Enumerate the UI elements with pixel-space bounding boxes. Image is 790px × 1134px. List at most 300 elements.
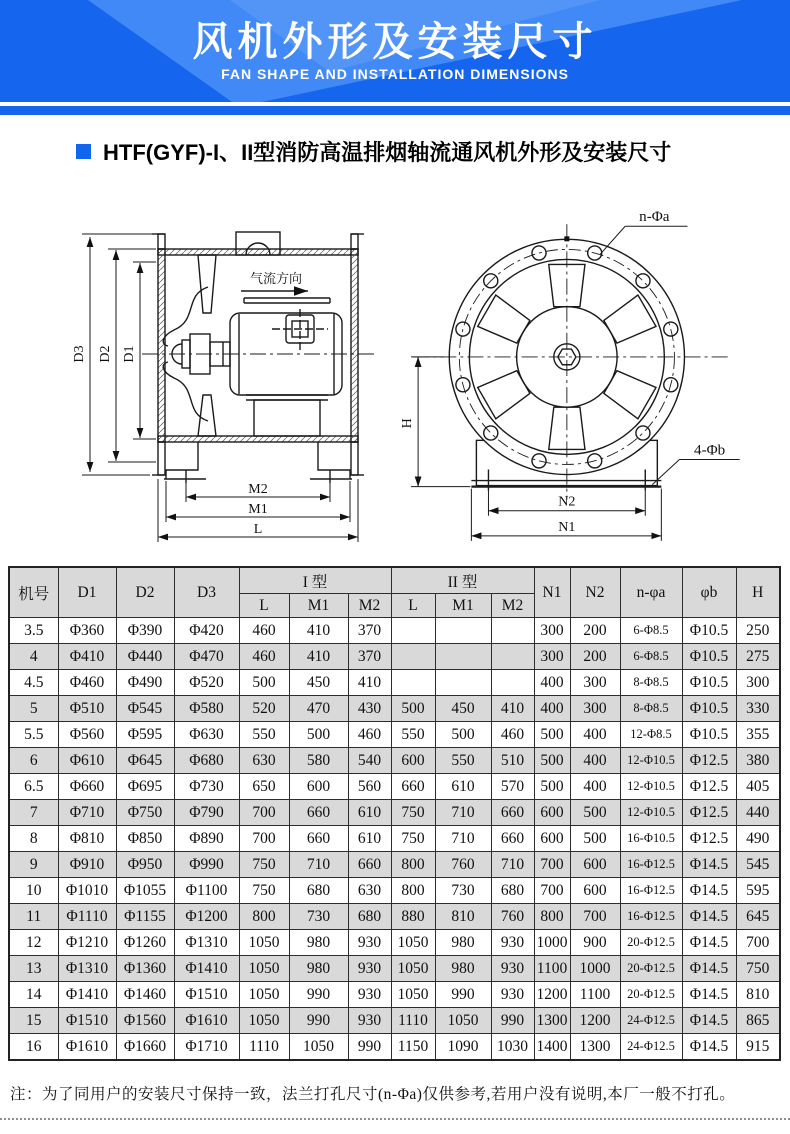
col-header-d1: D1 <box>58 567 116 618</box>
table-cell: 1050 <box>435 1008 491 1034</box>
table-cell: 680 <box>348 904 391 930</box>
table-cell: Φ14.5 <box>682 982 736 1008</box>
section-heading <box>76 136 671 167</box>
table-cell: Φ890 <box>174 826 239 852</box>
table-cell: 8 <box>9 826 58 852</box>
table-cell: 1100 <box>534 956 570 982</box>
table-cell: 990 <box>289 982 348 1008</box>
table-cell: Φ10.5 <box>682 618 736 644</box>
table-cell: 460 <box>348 722 391 748</box>
table-cell: Φ1110 <box>58 904 116 930</box>
table-cell: 9 <box>9 852 58 878</box>
dimension-table <box>8 566 781 1061</box>
table-cell: Φ1610 <box>174 1008 239 1034</box>
table-cell: 5 <box>9 696 58 722</box>
table-cell: 300 <box>736 670 780 696</box>
table-cell: 595 <box>736 878 780 904</box>
table-cell: 370 <box>348 618 391 644</box>
table-row <box>9 956 780 982</box>
table-cell: 700 <box>570 904 620 930</box>
side-view-drawing <box>58 192 398 552</box>
table-cell: 13 <box>9 956 58 982</box>
table-cell: Φ12.5 <box>682 748 736 774</box>
table-cell: 500 <box>534 722 570 748</box>
table-cell: 380 <box>736 748 780 774</box>
table-cell: Φ14.5 <box>682 956 736 982</box>
table-row <box>9 644 780 670</box>
table-cell: 545 <box>736 852 780 878</box>
table-cell: 990 <box>435 982 491 1008</box>
table-cell: Φ1610 <box>58 1034 116 1061</box>
table-cell: 660 <box>391 774 435 800</box>
table-cell <box>391 670 435 696</box>
table-cell: Φ810 <box>58 826 116 852</box>
table-cell: Φ10.5 <box>682 696 736 722</box>
table-cell: 300 <box>570 696 620 722</box>
col-header-type2-m1: M1 <box>435 594 491 618</box>
table-cell: 500 <box>239 670 289 696</box>
table-cell: 660 <box>289 800 348 826</box>
table-cell: Φ1200 <box>174 904 239 930</box>
table-cell: 760 <box>491 904 534 930</box>
table-row <box>9 748 780 774</box>
table-cell: 930 <box>348 930 391 956</box>
table-row <box>9 800 780 826</box>
col-header-type1-m2: M2 <box>348 594 391 618</box>
table-cell: 500 <box>435 722 491 748</box>
table-cell: 980 <box>435 930 491 956</box>
dim-label-n2: N2 <box>558 493 576 510</box>
col-header-n1: N1 <box>534 567 570 618</box>
table-cell: 200 <box>570 618 620 644</box>
table-cell: Φ580 <box>174 696 239 722</box>
table-cell: Φ12.5 <box>682 826 736 852</box>
table-cell: 915 <box>736 1034 780 1061</box>
table-cell: 610 <box>348 826 391 852</box>
table-cell: 680 <box>289 878 348 904</box>
table-row <box>9 982 780 1008</box>
table-cell: 12-Φ8.5 <box>620 722 682 748</box>
table-cell: 16-Φ12.5 <box>620 852 682 878</box>
table-cell: 8-Φ8.5 <box>620 670 682 696</box>
table-cell: 5.5 <box>9 722 58 748</box>
table-cell: Φ645 <box>116 748 174 774</box>
table-cell: 710 <box>491 852 534 878</box>
table-cell: Φ630 <box>174 722 239 748</box>
table-cell: Φ1560 <box>116 1008 174 1034</box>
table-cell: 600 <box>534 800 570 826</box>
col-header-model: 机号 <box>9 567 58 618</box>
table-cell: 1200 <box>534 982 570 1008</box>
table-cell: 1050 <box>289 1034 348 1061</box>
table-cell: 630 <box>348 878 391 904</box>
dim-label-m1: M1 <box>248 502 268 517</box>
table-cell: 3.5 <box>9 618 58 644</box>
table-cell: 20-Φ12.5 <box>620 982 682 1008</box>
table-cell: 990 <box>491 1008 534 1034</box>
table-cell <box>491 618 534 644</box>
table-cell: Φ1510 <box>174 982 239 1008</box>
table-cell: Φ1155 <box>116 904 174 930</box>
dim-label-l: L <box>253 522 263 537</box>
table-cell: 500 <box>534 774 570 800</box>
table-cell: Φ680 <box>174 748 239 774</box>
table-cell: 16 <box>9 1034 58 1061</box>
table-cell: 1050 <box>239 956 289 982</box>
table-cell: 460 <box>239 618 289 644</box>
dim-label-h: H <box>399 418 416 429</box>
table-cell <box>435 618 491 644</box>
table-cell: 810 <box>736 982 780 1008</box>
table-cell: 750 <box>736 956 780 982</box>
table-cell: Φ730 <box>174 774 239 800</box>
table-cell: 1100 <box>570 982 620 1008</box>
banner-divider-bar <box>0 106 790 115</box>
col-header-d3: D3 <box>174 567 239 618</box>
table-cell: 7 <box>9 800 58 826</box>
table-cell: 410 <box>491 696 534 722</box>
table-cell: Φ1055 <box>116 878 174 904</box>
table-cell: 930 <box>348 956 391 982</box>
table-cell: Φ850 <box>116 826 174 852</box>
dim-label-d3: D3 <box>72 345 87 363</box>
table-cell <box>491 670 534 696</box>
table-cell: Φ790 <box>174 800 239 826</box>
table-cell: 550 <box>435 748 491 774</box>
table-cell: 645 <box>736 904 780 930</box>
footnote: 注：为了同用户的安装尺寸保持一致，法兰打孔尺寸(n-Φa)仅供参考,若用户没有说明,本厂一般不打孔。 <box>10 1086 736 1103</box>
table-cell: 410 <box>289 644 348 670</box>
section-heading-text: HTF(GYF)-I、II型消防高温排烟轴流通风机外形及安装尺寸 <box>103 140 672 165</box>
table-cell: 700 <box>534 878 570 904</box>
table-cell: 730 <box>289 904 348 930</box>
table-cell: Φ1310 <box>58 956 116 982</box>
table-cell: Φ10.5 <box>682 722 736 748</box>
table-cell: Φ490 <box>116 670 174 696</box>
table-cell: 355 <box>736 722 780 748</box>
banner-subtitle: FAN SHAPE AND INSTALLATION DIMENSIONS <box>221 66 569 82</box>
table-cell: 660 <box>289 826 348 852</box>
table-cell: 865 <box>736 1008 780 1034</box>
table-cell: 700 <box>239 800 289 826</box>
table-cell: Φ1310 <box>174 930 239 956</box>
table-cell: 490 <box>736 826 780 852</box>
dim-label-n1: N1 <box>558 518 576 535</box>
table-cell: 400 <box>570 774 620 800</box>
table-cell: 14 <box>9 982 58 1008</box>
table-cell: 550 <box>391 722 435 748</box>
table-cell: 300 <box>570 670 620 696</box>
table-cell: Φ1100 <box>174 878 239 904</box>
table-cell: Φ545 <box>116 696 174 722</box>
table-cell: 430 <box>348 696 391 722</box>
table-row <box>9 618 780 644</box>
table-cell: Φ1360 <box>116 956 174 982</box>
table-cell: 1150 <box>391 1034 435 1061</box>
table-row <box>9 670 780 696</box>
table-cell: 1200 <box>570 1008 620 1034</box>
table-cell: Φ660 <box>58 774 116 800</box>
table-cell: 11 <box>9 904 58 930</box>
table-cell: Φ10.5 <box>682 644 736 670</box>
table-cell: 710 <box>289 852 348 878</box>
table-cell: 500 <box>391 696 435 722</box>
front-view-drawing <box>398 196 790 548</box>
table-cell: Φ12.5 <box>682 774 736 800</box>
table-cell: 1000 <box>534 930 570 956</box>
table-cell: 450 <box>289 670 348 696</box>
banner <box>0 0 790 102</box>
table-cell: 760 <box>435 852 491 878</box>
dim-label-d2: D2 <box>98 345 113 363</box>
table-cell <box>435 670 491 696</box>
table-row <box>9 878 780 904</box>
table-cell: 1050 <box>239 930 289 956</box>
table-cell: Φ390 <box>116 618 174 644</box>
table-cell: Φ12.5 <box>682 800 736 826</box>
table-cell: 1300 <box>534 1008 570 1034</box>
table-cell: 15 <box>9 1008 58 1034</box>
table-cell: 700 <box>736 930 780 956</box>
table-cell: Φ1510 <box>58 1008 116 1034</box>
table-cell: 550 <box>239 722 289 748</box>
table-cell: 750 <box>239 878 289 904</box>
table-cell: 16-Φ12.5 <box>620 904 682 930</box>
table-cell: 800 <box>391 852 435 878</box>
table-cell: 930 <box>491 956 534 982</box>
table-cell: 24-Φ12.5 <box>620 1008 682 1034</box>
col-header-type2-m2: M2 <box>491 594 534 618</box>
table-cell: Φ610 <box>58 748 116 774</box>
table-cell: 200 <box>570 644 620 670</box>
table-cell: 800 <box>239 904 289 930</box>
table-cell: 990 <box>348 1034 391 1061</box>
table-cell: 1400 <box>534 1034 570 1061</box>
table-cell: 500 <box>570 826 620 852</box>
table-cell: 650 <box>239 774 289 800</box>
table-cell: Φ10.5 <box>682 670 736 696</box>
table-cell: 1050 <box>391 930 435 956</box>
table-cell: 410 <box>289 618 348 644</box>
table-cell: 6 <box>9 748 58 774</box>
table-cell: Φ360 <box>58 618 116 644</box>
table-cell: 16-Φ10.5 <box>620 826 682 852</box>
table-cell: 1000 <box>570 956 620 982</box>
table-cell: Φ1210 <box>58 930 116 956</box>
table-cell: 600 <box>534 826 570 852</box>
table-cell: 300 <box>534 644 570 670</box>
table-cell: 400 <box>534 696 570 722</box>
table-cell: 16-Φ12.5 <box>620 878 682 904</box>
table-cell: 400 <box>570 722 620 748</box>
table-cell: Φ950 <box>116 852 174 878</box>
table-row <box>9 774 780 800</box>
table-cell: 660 <box>348 852 391 878</box>
table-cell: 470 <box>289 696 348 722</box>
dim-label-bolt-holes: n-Φa <box>639 209 670 226</box>
table-cell: 24-Φ12.5 <box>620 1034 682 1061</box>
table-cell: Φ1260 <box>116 930 174 956</box>
table-row <box>9 930 780 956</box>
table-cell: Φ1410 <box>58 982 116 1008</box>
table-row <box>9 1034 780 1061</box>
table-cell: Φ1410 <box>174 956 239 982</box>
table-cell: 980 <box>435 956 491 982</box>
col-header-type1: I 型 <box>239 567 391 594</box>
table-cell: 580 <box>289 748 348 774</box>
table-cell: Φ1660 <box>116 1034 174 1061</box>
table-cell: Φ14.5 <box>682 852 736 878</box>
table-cell: 12-Φ10.5 <box>620 800 682 826</box>
table-cell: 610 <box>348 800 391 826</box>
table-cell <box>491 644 534 670</box>
table-cell: Φ710 <box>58 800 116 826</box>
dim-label-base-holes: 4-Φb <box>694 442 726 459</box>
table-cell: Φ470 <box>174 644 239 670</box>
table-cell: 660 <box>491 800 534 826</box>
table-cell: 610 <box>435 774 491 800</box>
table-cell: Φ14.5 <box>682 904 736 930</box>
table-cell: 750 <box>391 826 435 852</box>
table-cell: 500 <box>570 800 620 826</box>
table-cell: 275 <box>736 644 780 670</box>
table-cell: 4.5 <box>9 670 58 696</box>
table-cell: Φ1010 <box>58 878 116 904</box>
table-cell: Φ560 <box>58 722 116 748</box>
table-cell: Φ14.5 <box>682 1008 736 1034</box>
table-cell: 12-Φ10.5 <box>620 748 682 774</box>
table-cell: 370 <box>348 644 391 670</box>
table-cell: 1110 <box>239 1034 289 1061</box>
col-header-h: H <box>736 567 780 618</box>
table-cell: Φ910 <box>58 852 116 878</box>
table-cell: 560 <box>348 774 391 800</box>
table-cell: 460 <box>491 722 534 748</box>
table-cell: 800 <box>534 904 570 930</box>
table-row <box>9 904 780 930</box>
table-cell: 600 <box>570 878 620 904</box>
bullet-square-icon <box>76 144 91 159</box>
table-cell: 880 <box>391 904 435 930</box>
table-cell: 6-Φ8.5 <box>620 644 682 670</box>
table-cell: 710 <box>435 826 491 852</box>
table-cell: 510 <box>491 748 534 774</box>
table-cell: 10 <box>9 878 58 904</box>
table-cell: 600 <box>570 852 620 878</box>
table-cell: 400 <box>534 670 570 696</box>
table-cell: Φ440 <box>116 644 174 670</box>
table-cell: 930 <box>348 1008 391 1034</box>
table-cell: 810 <box>435 904 491 930</box>
table-cell: 930 <box>491 982 534 1008</box>
table-cell: 12 <box>9 930 58 956</box>
col-header-n2: N2 <box>570 567 620 618</box>
table-cell: 1110 <box>391 1008 435 1034</box>
table-cell: 660 <box>491 826 534 852</box>
table-cell: Φ460 <box>58 670 116 696</box>
col-header-type2-l: L <box>391 594 435 618</box>
table-cell: 900 <box>570 930 620 956</box>
table-row <box>9 826 780 852</box>
table-cell: 980 <box>289 930 348 956</box>
dotted-divider <box>0 1118 790 1120</box>
table-cell <box>435 644 491 670</box>
table-cell: 400 <box>570 748 620 774</box>
table-cell: 710 <box>435 800 491 826</box>
table-cell: 1090 <box>435 1034 491 1061</box>
table-cell: 330 <box>736 696 780 722</box>
table-cell <box>391 644 435 670</box>
table-cell: 700 <box>534 852 570 878</box>
table-cell: 300 <box>534 618 570 644</box>
table-cell: 405 <box>736 774 780 800</box>
table-cell: 250 <box>736 618 780 644</box>
col-header-type1-m1: M1 <box>289 594 348 618</box>
table-cell: 990 <box>289 1008 348 1034</box>
table-cell: 1030 <box>491 1034 534 1061</box>
banner-title: 风机外形及安装尺寸 <box>192 20 598 64</box>
table-cell: 1300 <box>570 1034 620 1061</box>
table-cell: Φ410 <box>58 644 116 670</box>
dimension-table-body <box>9 618 780 1061</box>
table-cell: 20-Φ12.5 <box>620 930 682 956</box>
table-cell: Φ14.5 <box>682 1034 736 1061</box>
table-cell: 800 <box>391 878 435 904</box>
table-cell: 930 <box>348 982 391 1008</box>
col-header-type2: II 型 <box>391 567 534 594</box>
table-cell: Φ420 <box>174 618 239 644</box>
table-cell: Φ595 <box>116 722 174 748</box>
table-cell: 980 <box>289 956 348 982</box>
table-cell <box>391 618 435 644</box>
table-cell: Φ990 <box>174 852 239 878</box>
table-cell: 1050 <box>391 982 435 1008</box>
table-cell: 20-Φ12.5 <box>620 956 682 982</box>
col-header-phi-b: φb <box>682 567 736 618</box>
table-cell: 8-Φ8.5 <box>620 696 682 722</box>
table-cell: Φ695 <box>116 774 174 800</box>
table-cell: 520 <box>239 696 289 722</box>
table-cell: Φ14.5 <box>682 930 736 956</box>
table-row <box>9 696 780 722</box>
table-cell: 700 <box>239 826 289 852</box>
table-cell: 730 <box>435 878 491 904</box>
table-cell: 630 <box>239 748 289 774</box>
table-cell: 540 <box>348 748 391 774</box>
table-cell: 12-Φ10.5 <box>620 774 682 800</box>
table-cell: Φ510 <box>58 696 116 722</box>
table-cell: 500 <box>289 722 348 748</box>
table-cell: 750 <box>391 800 435 826</box>
table-cell: 500 <box>534 748 570 774</box>
dim-label-d1: D1 <box>122 345 137 363</box>
dim-label-airflow: 气流方向 <box>249 271 303 286</box>
table-cell: 4 <box>9 644 58 670</box>
table-cell: 6-Φ8.5 <box>620 618 682 644</box>
table-cell: Φ750 <box>116 800 174 826</box>
table-cell: 750 <box>239 852 289 878</box>
col-header-type1-l: L <box>239 594 289 618</box>
table-cell: 930 <box>491 930 534 956</box>
table-cell: Φ1710 <box>174 1034 239 1061</box>
dim-label-m2: M2 <box>248 482 268 497</box>
table-cell: 600 <box>289 774 348 800</box>
table-cell: 600 <box>391 748 435 774</box>
table-cell: 680 <box>491 878 534 904</box>
table-cell: 570 <box>491 774 534 800</box>
table-cell: Φ1460 <box>116 982 174 1008</box>
table-cell: Φ14.5 <box>682 878 736 904</box>
